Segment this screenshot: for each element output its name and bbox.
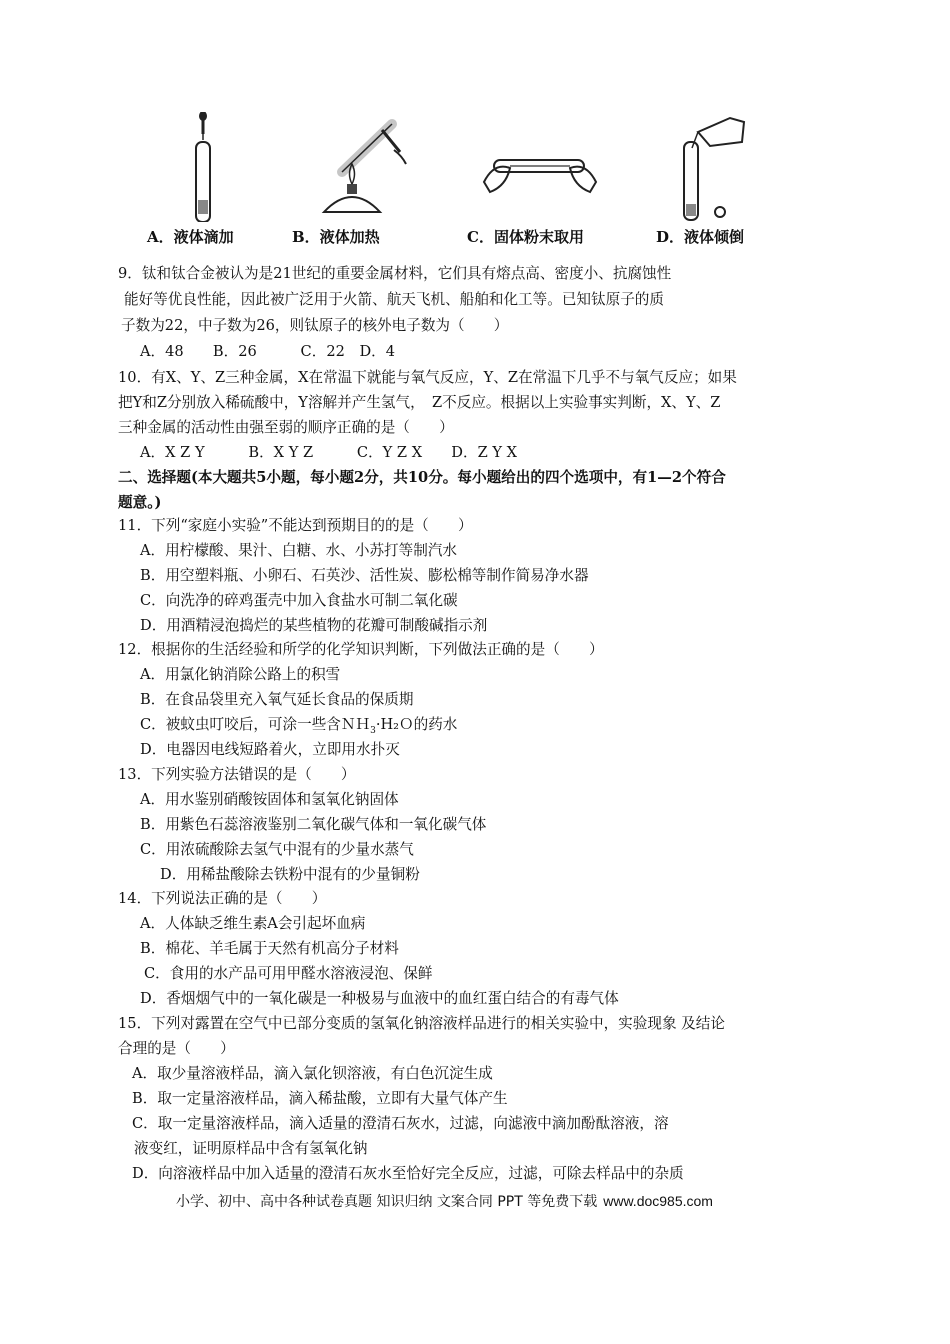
q10-options: A．X Z Y B．X Y Z C．Y Z X D．Z Y X: [140, 444, 518, 461]
q12-stem: 12．根据你的生活经验和所学的化学知识判断，下列做法正确的是（ ）: [118, 641, 604, 658]
q13-stem: 13．下列实验方法错误的是（ ）: [118, 766, 356, 783]
q15-option-b: B．取一定量溶液样品，滴入稀盐酸，立即有大量气体产生: [132, 1090, 508, 1107]
q15-line1: 15．下列对露置在空气中已部分变质的氢氧化钠溶液样品进行的相关实验中，实验现象 及结论: [118, 1015, 725, 1032]
q13-option-b: B．用紫色石蕊溶液鉴别二氧化碳气体和一氧化碳气体: [140, 816, 487, 833]
figure-c-caption: C．固体粉末取用: [467, 228, 584, 246]
q11-option-a: A．用柠檬酸、果汁、白糖、水、小苏打等制汽水: [140, 542, 458, 559]
section2-heading-line2: 题意。): [118, 494, 162, 511]
q10-line3: 三种金属的活动性由强至弱的顺序正确的是（ ）: [118, 419, 454, 436]
q14-option-b: B．棉花、羊毛属于天然有机高分子材料: [140, 940, 399, 957]
q12-option-d: D．电器因电线短路着火，立即用水扑灭: [140, 741, 400, 758]
q12-option-b: B．在食品袋里充入氧气延长食品的保质期: [140, 691, 414, 708]
q15-option-c-line2: 液变红，证明原样品中含有氢氧化钠: [134, 1140, 368, 1157]
q12-option-a: A．用氯化钠消除公路上的积雪: [140, 666, 341, 683]
q14-option-d: D．香烟烟气中的一氧化碳是一种极易与血液中的血红蛋白结合的有毒气体: [140, 990, 619, 1007]
figure-b-caption: B．液体加热: [292, 228, 380, 246]
q12-option-c-pre: C．被蚊虫叮咬后，可涂一些含ＮＨ: [140, 716, 371, 733]
q14-stem: 14．下列说法正确的是（ ）: [118, 890, 327, 907]
page-footer: [176, 1191, 713, 1211]
q9-line2: 能好等优良性能，因此被广泛用于火箭、航天飞机、船舶和化工等。已知钛原子的质: [124, 291, 664, 308]
q11-stem: 11．下列“家庭小实验”不能达到预期目的的是（ ）: [118, 517, 473, 534]
q11-option-b: B．用空塑料瓶、小卵石、石英沙、活性炭、膨松棉等制作简易净水器: [140, 567, 589, 584]
q14-option-a: A．人体缺乏维生素A会引起坏血病: [140, 915, 366, 932]
q9-options: A．48 B．26 C．22 D．4: [140, 343, 396, 360]
q9-line3: 子数为22，中子数为26，则钛原子的核外电子数为（ ）: [121, 317, 509, 334]
q10-line2: 把Y和Z分别放入稀硫酸中，Y溶解并产生氢气， Z不反应。根据以上实验事实判断，X、Y、Z: [118, 394, 721, 411]
q11-option-c: C．向洗净的碎鸡蛋壳中加入食盐水可制二氧化碳: [140, 592, 458, 609]
q12-option-c-sub: 3: [370, 725, 376, 736]
section2-heading-line1: 二、选择题(本大题共5小题，每小题2分，共10分。每小题给出的四个选项中，有1—2个符合: [118, 469, 726, 486]
q12-option-c-post: ·H₂Ｏ的药水: [375, 716, 458, 733]
q9-line1: 9．钛和钛合金被认为是21世纪的重要金属材料，它们具有熔点高、密度小、抗腐蚀性: [118, 265, 672, 282]
q12-option-c: [140, 714, 457, 742]
q11-option-d: D．用酒精浸泡捣烂的某些植物的花瓣可制酸碱指示剂: [140, 617, 488, 634]
q15-line2: 合理的是（ ）: [118, 1040, 235, 1057]
q15-option-c-line1: C．取一定量溶液样品，滴入适量的澄清石灰水，过滤，向滤液中滴加酚酞溶液，溶: [132, 1115, 669, 1132]
q10-line1: 10．有X、Y、Z三种金属，X在常温下就能与氧气反应，Y、Z在常温下几乎不与氧气反应；如果: [118, 369, 737, 386]
figure-d-caption: D．液体倾倒: [656, 228, 745, 246]
footer-text: 小学、初中、高中各种试卷真题 知识归纳 文案合同 PPT 等免费下载: [176, 1194, 598, 1210]
q14-option-c: C．食用的水产品可用甲醛水溶液浸泡、保鲜: [144, 965, 433, 982]
q13-option-d: D．用稀盐酸除去铁粉中混有的少量铜粉: [160, 866, 420, 883]
q13-option-a: A．用水鉴别硝酸铵固体和氢氧化钠固体: [140, 791, 399, 808]
q15-option-a: A．取少量溶液样品，滴入氯化钡溶液，有白色沉淀生成: [132, 1065, 493, 1082]
figure-a-caption: A．液体滴加: [147, 228, 234, 246]
q13-option-c: C．用浓硫酸除去氢气中混有的少量水蒸气: [140, 841, 414, 858]
q15-option-d: D．向溶液样品中加入适量的澄清石灰水至恰好完全反应，过滤，可除去样品中的杂质: [132, 1165, 684, 1182]
footer-url[interactable]: www.doc985.com: [603, 1193, 713, 1209]
